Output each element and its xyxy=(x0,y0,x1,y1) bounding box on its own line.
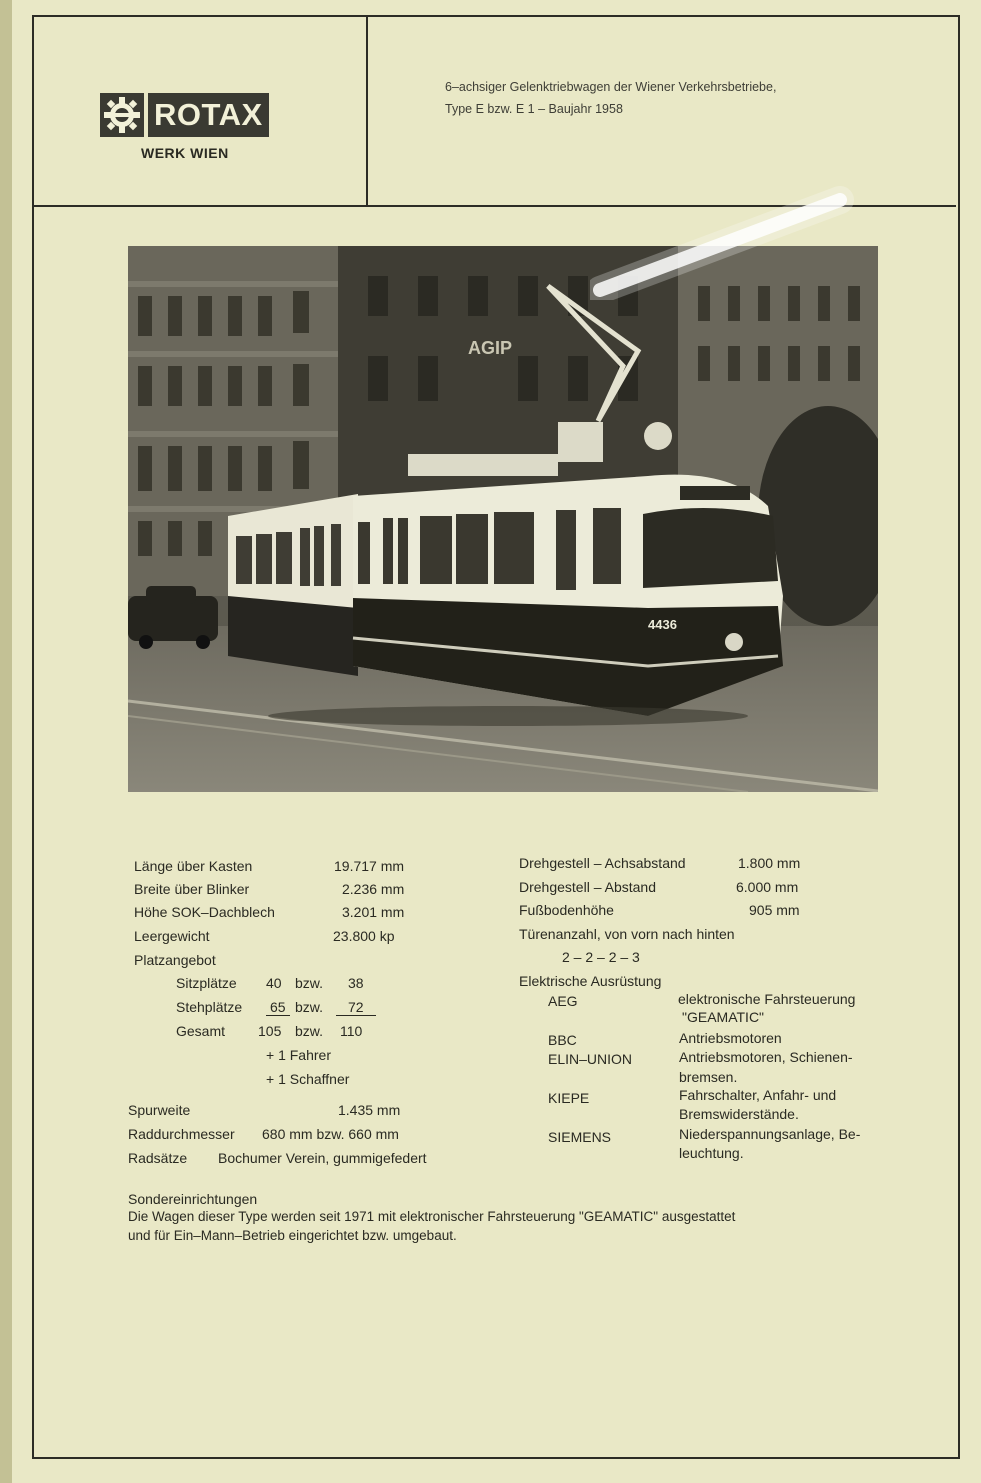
bbc-desc: Antriebsmotoren xyxy=(679,1030,782,1046)
sitz-label: Sitzplätze xyxy=(176,975,237,991)
spurweite-label: Spurweite xyxy=(128,1102,191,1118)
logo-name: ROTAX xyxy=(148,93,269,137)
sitz-value-b: 38 xyxy=(348,975,364,991)
hoehe-value: 3.201 mm xyxy=(342,904,405,920)
gesamt-value-b: 110 xyxy=(340,1023,363,1039)
breite-label: Breite über Blinker xyxy=(134,881,250,897)
leergewicht-label: Leergewicht xyxy=(134,928,210,944)
spurweite-value: 1.435 mm xyxy=(338,1102,401,1118)
header-divider xyxy=(366,15,368,207)
siemens-label: SIEMENS xyxy=(548,1129,612,1145)
steh-bzw: bzw. xyxy=(295,999,324,1015)
tram-number: 4436 xyxy=(648,617,677,632)
steh-label: Stehplätze xyxy=(176,999,243,1015)
aeg-desc-1: elektronische Fahrsteuerung xyxy=(678,991,856,1007)
elektrik-label: Elektrische Ausrüstung xyxy=(519,973,662,989)
laenge-label: Länge über Kasten xyxy=(134,858,253,874)
gesamt-label: Gesamt xyxy=(176,1023,226,1039)
radsaetze-value: Bochumer Verein, gummigefedert xyxy=(218,1150,427,1166)
document-title-line1: 6–achsiger Gelenktriebwagen der Wiener Verkehrsbetriebe, xyxy=(445,80,777,94)
achsabstand-label: Drehgestell – Achsabstand xyxy=(519,855,686,871)
gesamt-bzw: bzw. xyxy=(295,1023,324,1039)
schaffner-note: + 1 Schaffner xyxy=(266,1071,350,1087)
sitz-bzw: bzw. xyxy=(295,975,324,991)
kiepe-desc-2: Bremswiderstände. xyxy=(679,1106,799,1122)
bbc-label: BBC xyxy=(548,1032,577,1048)
abstand-label: Drehgestell – Abstand xyxy=(519,879,656,895)
platzangebot-label: Platzangebot xyxy=(134,952,216,968)
radsaetze-label: Radsätze xyxy=(128,1150,188,1166)
breite-value: 2.236 mm xyxy=(342,881,405,897)
tram-photo xyxy=(128,246,878,792)
achsabstand-value: 1.800 mm xyxy=(738,855,801,871)
fussboden-value: 905 mm xyxy=(749,902,800,918)
agip-sign: AGIP xyxy=(468,338,513,358)
laenge-value: 19.717 mm xyxy=(334,858,405,874)
siemens-desc-2: leuchtung. xyxy=(679,1145,744,1161)
board-edge xyxy=(0,0,12,1483)
elin-desc-1: Antriebsmotoren, Schienen- xyxy=(679,1049,853,1065)
steh-value-a: 65 xyxy=(266,999,290,1016)
raddurchmesser-label: Raddurchmesser xyxy=(128,1126,235,1142)
sitz-value-a: 40 xyxy=(266,975,282,991)
abstand-value: 6.000 mm xyxy=(736,879,799,895)
kiepe-label: KIEPE xyxy=(548,1090,590,1106)
logo-subtitle: WERK WIEN xyxy=(141,145,229,161)
raddurchmesser-value: 680 mm bzw. 660 mm xyxy=(262,1126,399,1142)
kiepe-desc-1: Fahrschalter, Anfahr- und xyxy=(679,1087,837,1103)
fussboden-label: Fußbodenhöhe xyxy=(519,902,614,918)
notes-line-1: Die Wagen dieser Type werden seit 1971 mit elektronischer Fahrsteuerung "GEAMATIC" ausgestattet xyxy=(128,1209,736,1224)
gesamt-value-a: 105 xyxy=(258,1023,282,1039)
fahrer-note: + 1 Fahrer xyxy=(266,1047,331,1063)
tueren-label: Türenanzahl, von vorn nach hinten xyxy=(519,926,735,942)
gear-icon xyxy=(100,93,144,137)
document-title-line2: Type E bzw. E 1 – Baujahr 1958 xyxy=(445,102,623,116)
notes-line-2: und für Ein–Mann–Betrieb eingerichtet bzw. umgebaut. xyxy=(128,1228,457,1243)
elin-desc-2: bremsen. xyxy=(679,1069,738,1085)
elin-label: ELIN–UNION xyxy=(548,1051,633,1067)
hoehe-label: Höhe SOK–Dachblech xyxy=(134,904,275,920)
aeg-desc-2: "GEAMATIC" xyxy=(682,1009,765,1025)
notes-heading: Sondereinrichtungen xyxy=(128,1191,258,1207)
aeg-label: AEG xyxy=(548,993,578,1009)
siemens-desc-1: Niederspannungsanlage, Be- xyxy=(679,1126,861,1142)
steh-value-b: 72 xyxy=(336,999,376,1016)
rotax-logo xyxy=(100,90,277,140)
leergewicht-value: 23.800 kp xyxy=(333,928,395,944)
tueren-value: 2 – 2 – 2 – 3 xyxy=(562,949,640,965)
